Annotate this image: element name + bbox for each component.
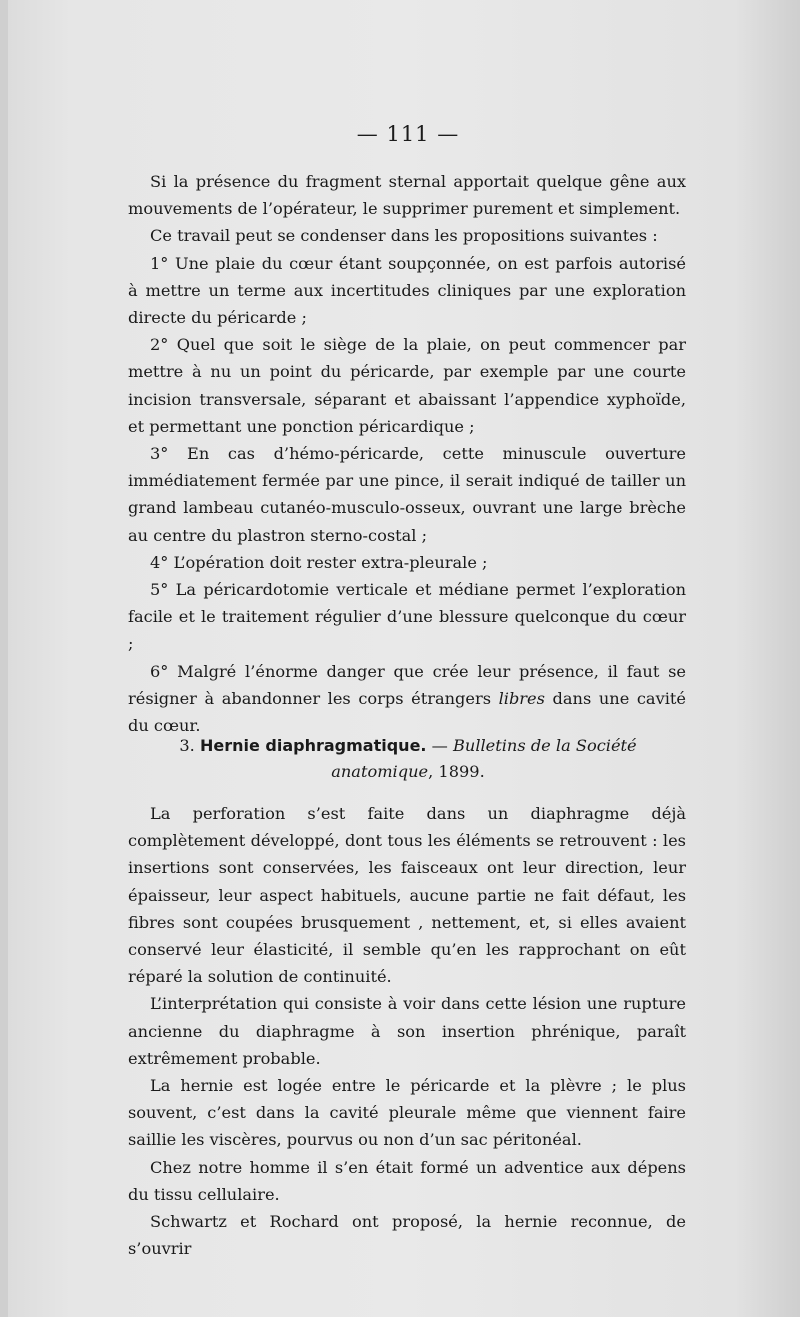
proposition-6 [128, 658, 686, 740]
source-year: , 1899. [428, 762, 485, 781]
proposition-4: 4° L’opération doit rester extra-pleurale ; [150, 552, 488, 572]
source-reference: Bulletins de la Société anatomique [331, 736, 637, 781]
body-text-bottom [128, 800, 686, 1262]
page-number: — 111 — [356, 122, 460, 146]
body-text-top [128, 168, 686, 739]
heading-dash: — [431, 736, 448, 755]
proposition-1: 1° Une plaie du cœur étant soupçonnée, on est parfois autorisé à mettre un terme aux incertitudes cliniques par une exploration directe du péricarde ; [128, 253, 686, 328]
proposition-6-end: dans une cavité du cœur. [128, 688, 686, 736]
section-heading [158, 733, 658, 785]
paragraph: La perforation s’est faite dans un diaphragme déjà complètement développé, dont tous les éléments se retrouvent : les insertions sont conservées, les faisceaux ont leur direction, leur épaisseur, leur aspect habituels, aucune partie ne fait défaut, les fibres sont coupées brusquement , nettement, et, si elles avaient conservé leur élasticité, il semble qu’en les rapprochant on eût réparé la solution de continuité. [128, 804, 686, 987]
paragraph: Si la présence du fragment sternal apportait quelque gêne aux mouvements de l’opérateur, le supprimer purement et simplement. [128, 172, 686, 219]
paragraph: La hernie est logée entre le péricarde et la plèvre ; le plus souvent, c’est dans la cavité pleurale même que viennent faire saillie les viscères, pourvus ou non d’un sac péritonéal. [128, 1076, 686, 1150]
proposition-5: 5° La péricardotomie verticale et médiane permet l’exploration facile et le traitement régulier d’une blessure quelconque du cœur ; [128, 580, 686, 654]
paragraph: Ce travail peut se condenser dans les propositions suivantes : [150, 226, 658, 246]
emphasis-libres: libres [498, 688, 545, 708]
paragraph: Schwartz et Rochard ont proposé, la hernie reconnue, de s’ouvrir [128, 1212, 686, 1259]
paragraph: L’interprétation qui consiste à voir dans cette lésion une rupture ancienne du diaphragme à son insertion phrénique, paraît extrêmement probable. [128, 994, 686, 1068]
section-title: Hernie diaphragmatique. [199, 736, 427, 755]
proposition-6-text: 6° Malgré l’énorme danger que crée leur présence, il faut se résigner à abandonner les corps étrangers [128, 661, 686, 708]
proposition-2: 2° Quel que soit le siège de la plaie, on peut commencer par mettre à nu un point du péricarde, par exemple par une courte incision transversale, séparant et abaissant l’appendice xyphoïde, et permettant une ponction péricardique ; [128, 335, 686, 436]
scanned-page [8, 0, 798, 1317]
section-number: 3. [179, 736, 195, 755]
proposition-3: 3° En cas d’hémo-péricarde, cette minuscule ouverture immédiatement fermée par une pince, il serait indiqué de tailler un grand lambeau cutanéo-musculo-osseux, ouvrant une large brèche au centre du plastron sterno-costal ; [128, 444, 686, 545]
paragraph: Chez notre homme il s’en était formé un adventice aux dépens du tissu cellulaire. [128, 1157, 686, 1204]
